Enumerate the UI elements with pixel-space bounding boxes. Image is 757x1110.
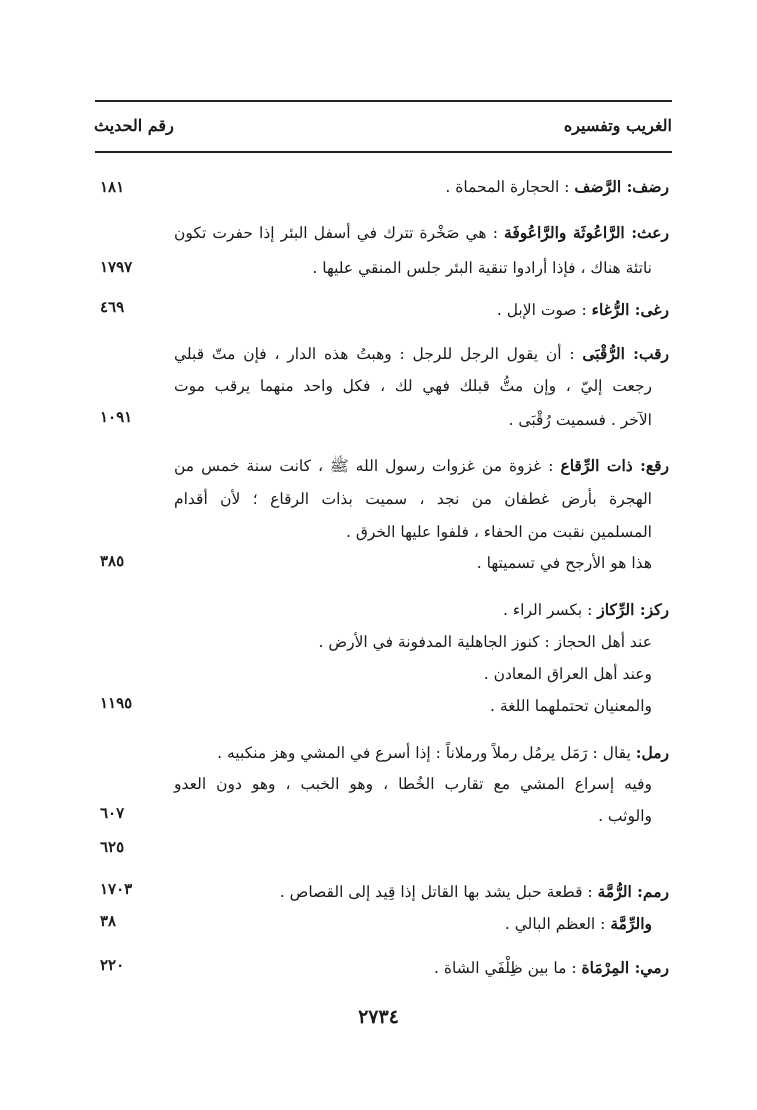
page-number: ٢٧٣٤	[358, 1006, 399, 1028]
entry-line: ناتئة هناك ، فإذا أرادوا تنقية البئر جلس المنقي عليها .	[312, 259, 652, 277]
entry-line: والرِّمَّة : العظم البالي .	[504, 914, 652, 933]
header-rule	[95, 151, 672, 153]
entry-line: رمل: يقال : رَمَل يرمُل رملاً ورملاناً : إذا أسرع في المشي وهز منكبيه .	[217, 743, 669, 762]
hadith-number: ٦٠٧	[100, 804, 125, 822]
entry-line: وفيه إسراع المشي مع تقارب الخُطا ، وهو الخبب ، وهو دون العدو	[174, 775, 652, 793]
entry-line: وعند أهل العراق المعادن .	[483, 665, 652, 683]
entry-line: رجعت إليّ ، وإن متُّ قبلك فهي لك ، فكل واحد منهما يرقب موت	[174, 377, 652, 395]
hadith-number: ١٠٩١	[100, 408, 133, 426]
entry-line: رقب: الرُّقْبَى : أن يقول الرجل للرجل : وهبتُ هذه الدار ، فإن متّ قبلي	[174, 344, 669, 363]
entry-line: والوثب .	[598, 807, 652, 825]
hadith-number: ١٧٠٣	[100, 880, 133, 898]
hadith-number: ٢٢٠	[100, 956, 125, 974]
entry-line: رضف: الرَّضف : الحجارة المحماة .	[445, 177, 669, 196]
entry-line: رعث: الرَّاعُوثَة والرَّاعُوفَة : هي صَخْرة تترك في أسفل البئر إذا حفرت تكون	[174, 223, 669, 242]
top-rule	[95, 100, 672, 102]
entry-line: عند أهل الحجاز : كنوز الجاهلية المدفونة في الأرض .	[318, 633, 652, 651]
hadith-number: ١٧٩٧	[100, 258, 133, 276]
entry-line: رغى: الرُّغاء : صوت الإبل .	[496, 300, 669, 319]
hadith-number: ٣٨	[100, 912, 117, 930]
hadith-number: ٤٦٩	[100, 298, 125, 316]
hadith-number: ٣٨٥	[100, 552, 125, 570]
entry-line: والمعنيان تحتملهما اللغة .	[490, 697, 652, 715]
entry-line: الآخر . فسميت رُقْبَى .	[508, 411, 652, 429]
running-header	[92, 110, 672, 144]
hadith-number: ٦٢٥	[100, 838, 125, 856]
hadith-number: ١١٩٥	[100, 694, 133, 712]
header-column-label: رقم الحديث	[94, 116, 174, 135]
entry-line: ركز: الرِّكاز : بكسر الراء .	[503, 600, 669, 619]
hadith-number: ١٨١	[100, 178, 125, 196]
entry-line: رمي: المِرْمَاة : ما بين ظِلْفَي الشاة .	[434, 958, 669, 977]
header-title: الغريب وتفسيره	[563, 116, 672, 135]
entry-line: هذا هو الأرجح في تسميتها .	[476, 554, 652, 572]
entry-line: المسلمين نقبت من الحفاء ، فلفوا عليها الخرق .	[345, 523, 652, 541]
entry-line: رقع: ذات الرِّقاع : غزوة من غزوات رسول الله ﷺ ، كانت سنة خمس من	[174, 456, 669, 475]
entry-line: الهجرة بأرض غطفان من نجد ، سميت بذات الرقاع ؛ لأن أقدام	[174, 490, 652, 508]
entry-line: رمم: الرُّمَّة : قطعة حبل يشد بها القاتل إذا قِيد إلى القصاص .	[279, 882, 669, 901]
